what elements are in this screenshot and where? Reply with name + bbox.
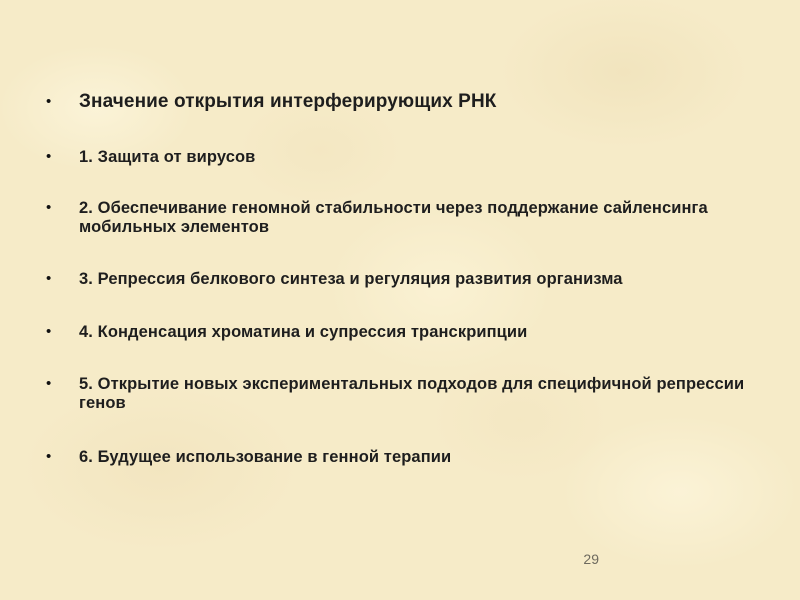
list-item: [46, 199, 746, 237]
list-item-text: 5. Открытие новых экспериментальных подходов для специфичной репрессии генов: [79, 375, 745, 412]
bullet-marker: •: [46, 93, 52, 110]
bullet-marker: •: [46, 323, 52, 340]
list-item-text: 6. Будущее использование в генной терапии: [79, 448, 452, 466]
slide-heading: Значение открытия интерферирующих РНК: [79, 91, 497, 112]
list-item: [46, 323, 746, 342]
bullet-marker: •: [46, 199, 52, 216]
list-item: [46, 270, 746, 289]
list-item-text: 1. Защита от вирусов: [79, 148, 256, 166]
list-item-text: 4. Конденсация хроматина и супрессия транскрипции: [79, 323, 528, 341]
bullet-marker: •: [46, 148, 52, 165]
list-item-text: 3. Репрессия белкового синтеза и регуляция развития организма: [79, 270, 623, 288]
bullet-marker: •: [46, 448, 52, 465]
list-item: [46, 91, 746, 113]
page-number: 29: [583, 551, 599, 567]
list-item-text: 2. Обеспечивание геномной стабильности через поддержание сайленсинга мобильных элементов: [79, 199, 708, 236]
list-item: [46, 448, 746, 467]
bullet-marker: •: [46, 270, 52, 287]
list-item: [46, 375, 746, 413]
bullet-marker: •: [46, 375, 52, 392]
list-item: [46, 148, 746, 167]
